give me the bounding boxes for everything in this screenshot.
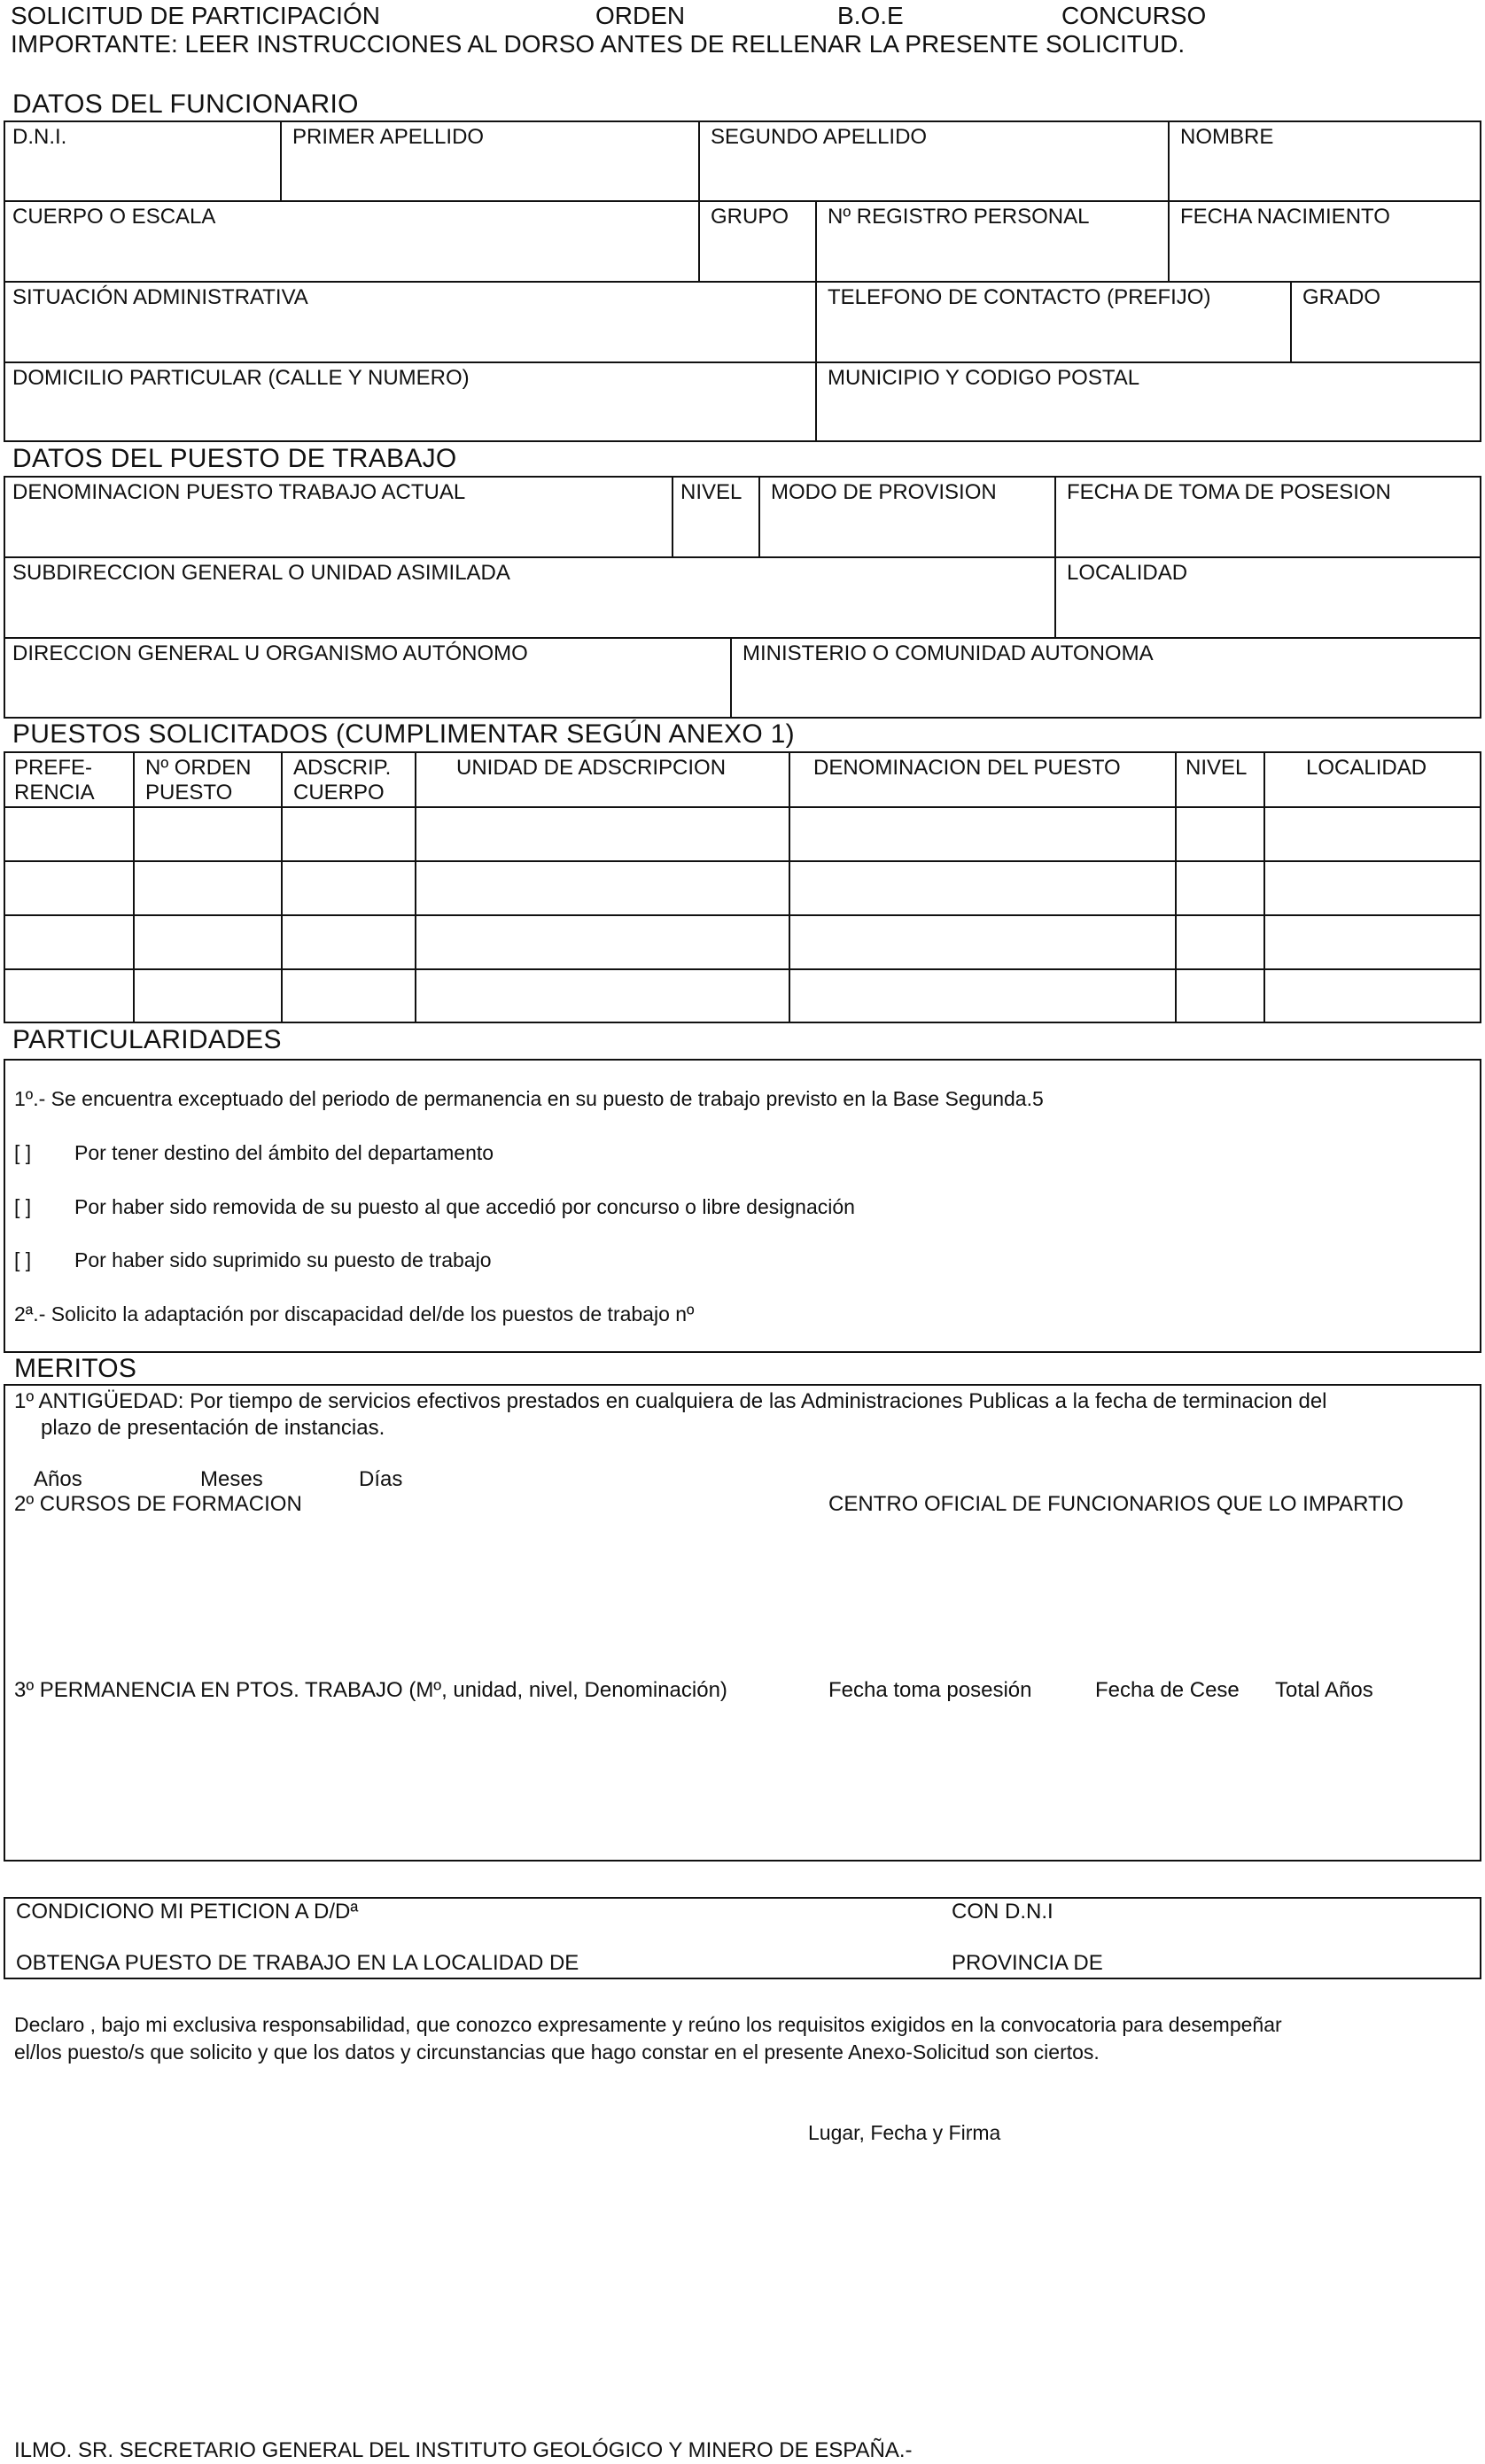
segundo-apellido-field[interactable]: SEGUNDO APELLIDO bbox=[711, 125, 928, 149]
cuerpo-field[interactable]: CUERPO O ESCALA bbox=[12, 205, 216, 229]
option-destino: Por tener destino del ámbito del departamento bbox=[74, 1141, 494, 1164]
anos-label: Años bbox=[34, 1467, 82, 1491]
primer-apellido-field[interactable]: PRIMER APELLIDO bbox=[292, 125, 485, 149]
domicilio-field[interactable]: DOMICILIO PARTICULAR (CALLE Y NUMERO) bbox=[12, 366, 470, 390]
section-title-particularidades: PARTICULARIDADES bbox=[12, 1025, 282, 1054]
total-anos-label: Total Años bbox=[1275, 1678, 1373, 1702]
municipio-field[interactable]: MUNICIPIO Y CODIGO POSTAL bbox=[828, 366, 1140, 390]
antiguedad-line-2: plazo de presentación de instancias. bbox=[41, 1416, 385, 1440]
col-nivel: NIVEL bbox=[1186, 756, 1248, 780]
provincia-field[interactable]: PROVINCIA DE bbox=[952, 1951, 1103, 1975]
checkbox-2[interactable]: [ ] bbox=[14, 1195, 32, 1218]
col-localidad: LOCALIDAD bbox=[1306, 756, 1427, 780]
important-notice: IMPORTANTE: LEER INSTRUCCIONES AL DORSO ANTES DE RELLENAR LA PRESENTE SOLICITUD. bbox=[11, 30, 1186, 58]
option-removida: Por haber sido removida de su puesto al que accedió por concurso o libre designación bbox=[74, 1195, 855, 1218]
fecha-toma-posesion-label: Fecha toma posesión bbox=[828, 1678, 1032, 1702]
localidad-field[interactable]: LOCALIDAD bbox=[1067, 561, 1188, 585]
col-unidad: UNIDAD DE ADSCRIPCION bbox=[456, 756, 727, 780]
form-title: SOLICITUD DE PARTICIPACIÓN bbox=[11, 2, 380, 29]
fecha-cese-label: Fecha de Cese bbox=[1095, 1678, 1240, 1702]
col-adscrip-2: CUERPO bbox=[293, 781, 385, 804]
col-preferencia-2: RENCIA bbox=[14, 781, 95, 804]
meses-label: Meses bbox=[200, 1467, 263, 1491]
checkbox-1[interactable]: [ ] bbox=[14, 1141, 32, 1164]
declaracion-line-1: Declaro , bajo mi exclusiva responsabilidad, que conozco expresamente y reúno los requisitos exigidos en la convocatoria para desempeñar bbox=[14, 2013, 1282, 2036]
section-title-solicitados: PUESTOS SOLICITADOS (CUMPLIMENTAR SEGÚN ANEXO 1) bbox=[12, 719, 795, 749]
puesto-box bbox=[4, 476, 1481, 719]
col-denominacion: DENOMINACION DEL PUESTO bbox=[813, 756, 1121, 780]
section-title-funcionario: DATOS DEL FUNCIONARIO bbox=[12, 89, 359, 119]
cursos-label: 2º CURSOS DE FORMACION bbox=[14, 1492, 302, 1516]
localidad-condicion-field[interactable]: OBTENGA PUESTO DE TRABAJO EN LA LOCALIDAD DE bbox=[16, 1951, 579, 1975]
orden-label: ORDEN bbox=[595, 2, 686, 29]
nivel-field[interactable]: NIVEL bbox=[680, 480, 742, 504]
footer-addressee: ILMO. SR. SECRETARIO GENERAL DEL INSTITUTO GEOLÓGICO Y MINERO DE ESPAÑA.- bbox=[14, 2438, 913, 2462]
col-preferencia-1: PREFE- bbox=[14, 756, 93, 780]
col-adscrip-1: ADSCRIP. bbox=[293, 756, 392, 780]
denominacion-field[interactable]: DENOMINACION PUESTO TRABAJO ACTUAL bbox=[12, 480, 466, 504]
particularidad-line-2: 2ª.- Solicito la adaptación por discapacidad del/de los puestos de trabajo nº bbox=[14, 1302, 695, 1325]
declaracion-line-2: el/los puesto/s que solicito y que los datos y circunstancias que hago constar en el presente Anexo-Solicitud son ciertos. bbox=[14, 2040, 1100, 2064]
fecha-nacimiento-field[interactable]: FECHA NACIMIENTO bbox=[1180, 205, 1390, 229]
section-title-meritos: MERITOS bbox=[14, 1354, 137, 1383]
firma-label: Lugar, Fecha y Firma bbox=[808, 2121, 1001, 2144]
col-orden-1: Nº ORDEN bbox=[145, 756, 252, 780]
ministerio-field[interactable]: MINISTERIO O COMUNIDAD AUTONOMA bbox=[742, 641, 1154, 665]
grupo-field[interactable]: GRUPO bbox=[711, 205, 789, 229]
dias-label: Días bbox=[359, 1467, 403, 1491]
condiciono-field[interactable]: CONDICIONO MI PETICION A D/Dª bbox=[16, 1900, 359, 1924]
telefono-field[interactable]: TELEFONO DE CONTACTO (PREFIJO) bbox=[828, 285, 1211, 309]
meritos-box bbox=[4, 1384, 1481, 1862]
permanencia-label: 3º PERMANENCIA EN PTOS. TRABAJO (Mº, unidad, nivel, Denominación) bbox=[14, 1678, 727, 1702]
con-dni-field[interactable]: CON D.N.I bbox=[952, 1900, 1053, 1924]
fecha-toma-field[interactable]: FECHA DE TOMA DE POSESION bbox=[1067, 480, 1391, 504]
concurso-label: CONCURSO bbox=[1061, 2, 1207, 29]
situacion-field[interactable]: SITUACIÓN ADMINISTRATIVA bbox=[12, 285, 308, 309]
centro-label: CENTRO OFICIAL DE FUNCIONARIOS QUE LO IMPARTIO bbox=[828, 1492, 1403, 1516]
col-orden-2: PUESTO bbox=[145, 781, 233, 804]
checkbox-3[interactable]: [ ] bbox=[14, 1248, 32, 1271]
section-title-puesto: DATOS DEL PUESTO DE TRABAJO bbox=[12, 444, 457, 473]
particularidad-line-1: 1º.- Se encuentra exceptuado del periodo de permanencia en su puesto de trabajo previsto en la Base Segunda.5 bbox=[14, 1087, 1044, 1110]
direccion-field[interactable]: DIRECCION GENERAL U ORGANISMO AUTÓNOMO bbox=[12, 641, 528, 665]
boe-label: B.O.E bbox=[837, 2, 904, 29]
antiguedad-line-1: 1º ANTIGÜEDAD: Por tiempo de servicios efectivos prestados en cualquiera de las Administraciones Publicas a la fecha de terminacion del bbox=[14, 1389, 1327, 1413]
nombre-field[interactable]: NOMBRE bbox=[1180, 125, 1274, 149]
subdireccion-field[interactable]: SUBDIRECCION GENERAL O UNIDAD ASIMILADA bbox=[12, 561, 510, 585]
modo-provision-field[interactable]: MODO DE PROVISION bbox=[771, 480, 997, 504]
registro-field[interactable]: Nº REGISTRO PERSONAL bbox=[828, 205, 1090, 229]
grado-field[interactable]: GRADO bbox=[1302, 285, 1381, 309]
option-suprimido: Por haber sido suprimido su puesto de trabajo bbox=[74, 1248, 492, 1271]
dni-field[interactable]: D.N.I. bbox=[12, 125, 67, 149]
